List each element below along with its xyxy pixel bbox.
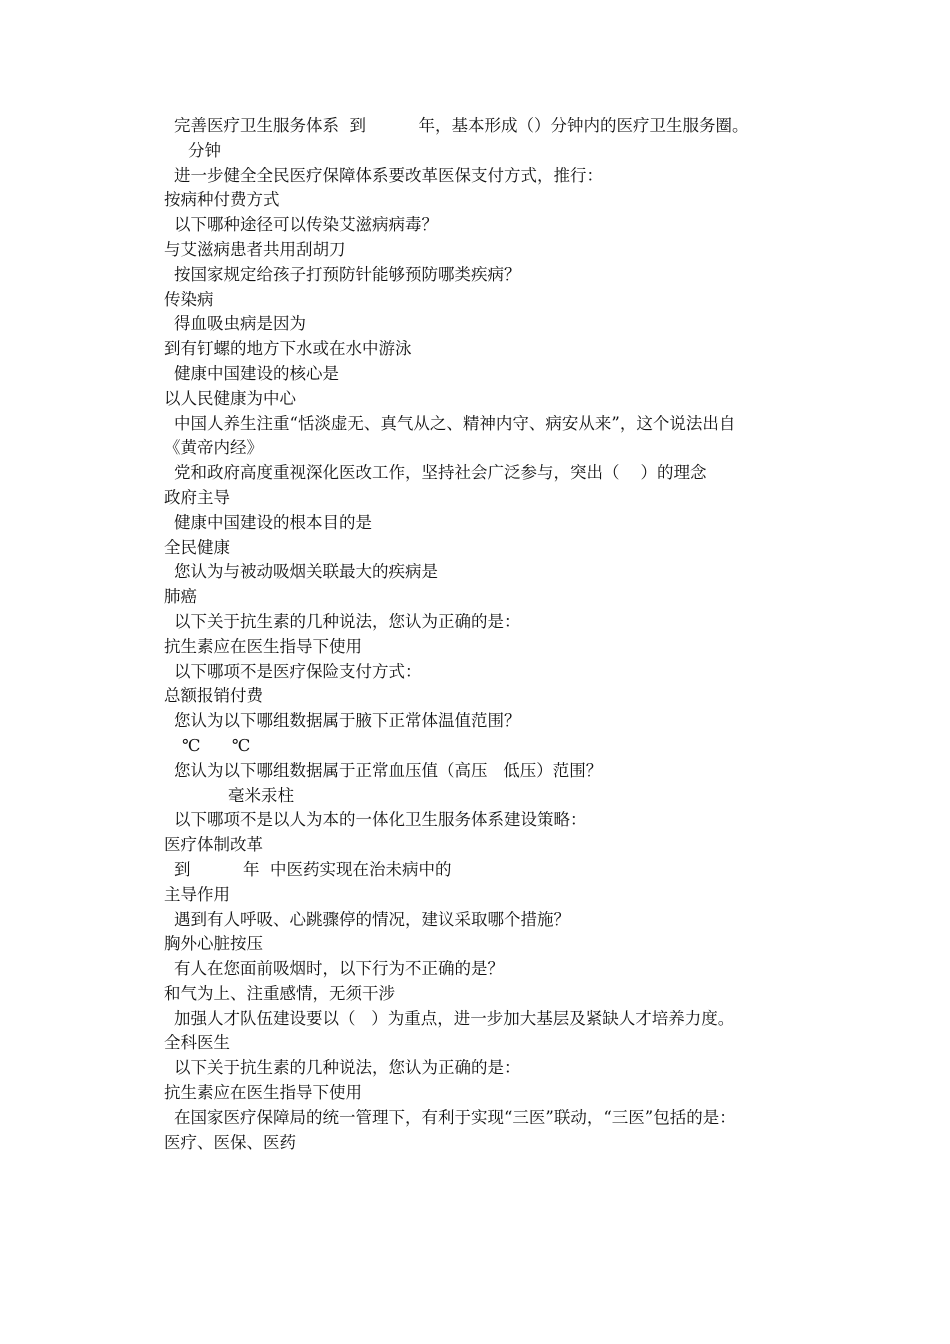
answer-text: 传染病	[164, 289, 214, 309]
question-text: 以下哪项不是以人为本的一体化卫生服务体系建设策略：	[174, 810, 587, 830]
answer-text: 肺癌	[164, 587, 197, 607]
answer-text: 胸外心脏按压	[164, 934, 263, 954]
question-text: 到 年 中医药实现在治未病中的	[174, 859, 452, 879]
question-text: 以下哪项不是医疗保险支付方式：	[174, 661, 422, 681]
question-text: 遇到有人呼吸、心跳骤停的情况，建议采取哪个措施？	[174, 909, 570, 929]
question-text: 以下关于抗生素的几种说法，您认为正确的是：	[174, 1058, 521, 1078]
answer-text: 和气为上、注重感情，无须干涉	[164, 983, 395, 1003]
question-text: 您认为以下哪组数据属于腋下正常体温值范围？	[174, 711, 521, 731]
answer-text: 与艾滋病患者共用刮胡刀	[164, 239, 346, 259]
answer-text: 医疗体制改革	[164, 835, 263, 855]
answer-text: 毫米汞柱	[228, 785, 294, 805]
answer-text: 医疗、医保、医药	[164, 1132, 296, 1152]
answer-text: 主导作用	[164, 884, 230, 904]
question-text: 以下关于抗生素的几种说法，您认为正确的是：	[174, 611, 521, 631]
question-text: 进一步健全全民医疗保障体系要改革医保支付方式，推行：	[174, 165, 603, 185]
answer-text: 抗生素应在医生指导下使用	[164, 1083, 362, 1103]
question-text: 完善医疗卫生服务体系 到 年，基本形成（）分钟内的医疗卫生服务圈。	[174, 116, 749, 135]
question-text: 得血吸虫病是因为	[174, 314, 306, 334]
question-text: 健康中国建设的根本目的是	[174, 512, 372, 532]
question-text: 健康中国建设的核心是	[174, 363, 339, 383]
question-text: 按国家规定给孩子打预防针能够预防哪类疾病？	[174, 264, 521, 284]
answer-text: 抗生素应在医生指导下使用	[164, 636, 362, 656]
question-text: 您认为以下哪组数据属于正常血压值（高压 低压）范围？	[174, 760, 603, 780]
question-text: 党和政府高度重视深化医改工作，坚持社会广泛参与，突出（ ）的理念	[174, 463, 707, 483]
answer-text: 《黄帝内经》	[164, 438, 263, 458]
question-text: 有人在您面前吸烟时，以下行为不正确的是？	[174, 959, 504, 979]
question-text: 加强人才队伍建设要以（ ）为重点，进一步加大基层及紧缺人才培养力度。	[174, 1008, 735, 1028]
answer-text: 全科医生	[164, 1033, 230, 1053]
question-text: 您认为与被动吸烟关联最大的疾病是	[174, 562, 438, 582]
document-body	[146, 114, 810, 1155]
answer-text: 到有钉螺的地方下水或在水中游泳	[164, 339, 412, 359]
answer-text: 政府主导	[164, 487, 230, 507]
answer-text: 按病种付费方式	[164, 190, 280, 210]
answer-text: ℃ ℃	[182, 735, 251, 755]
answer-text: 总额报销付费	[164, 686, 263, 706]
answer-text: 以人民健康为中心	[164, 388, 296, 408]
question-text: 在国家医疗保障局的统一管理下，有利于实现“三医”联动，“三医”包括的是：	[174, 1107, 736, 1127]
question-text: 中国人养生注重“恬淡虚无、真气从之、精神内守、病安从来”，这个说法出自	[174, 413, 736, 433]
answer-text: 全民健康	[164, 537, 230, 557]
answer-text: 分钟	[188, 140, 221, 160]
question-text: 以下哪种途径可以传染艾滋病病毒？	[174, 215, 438, 235]
